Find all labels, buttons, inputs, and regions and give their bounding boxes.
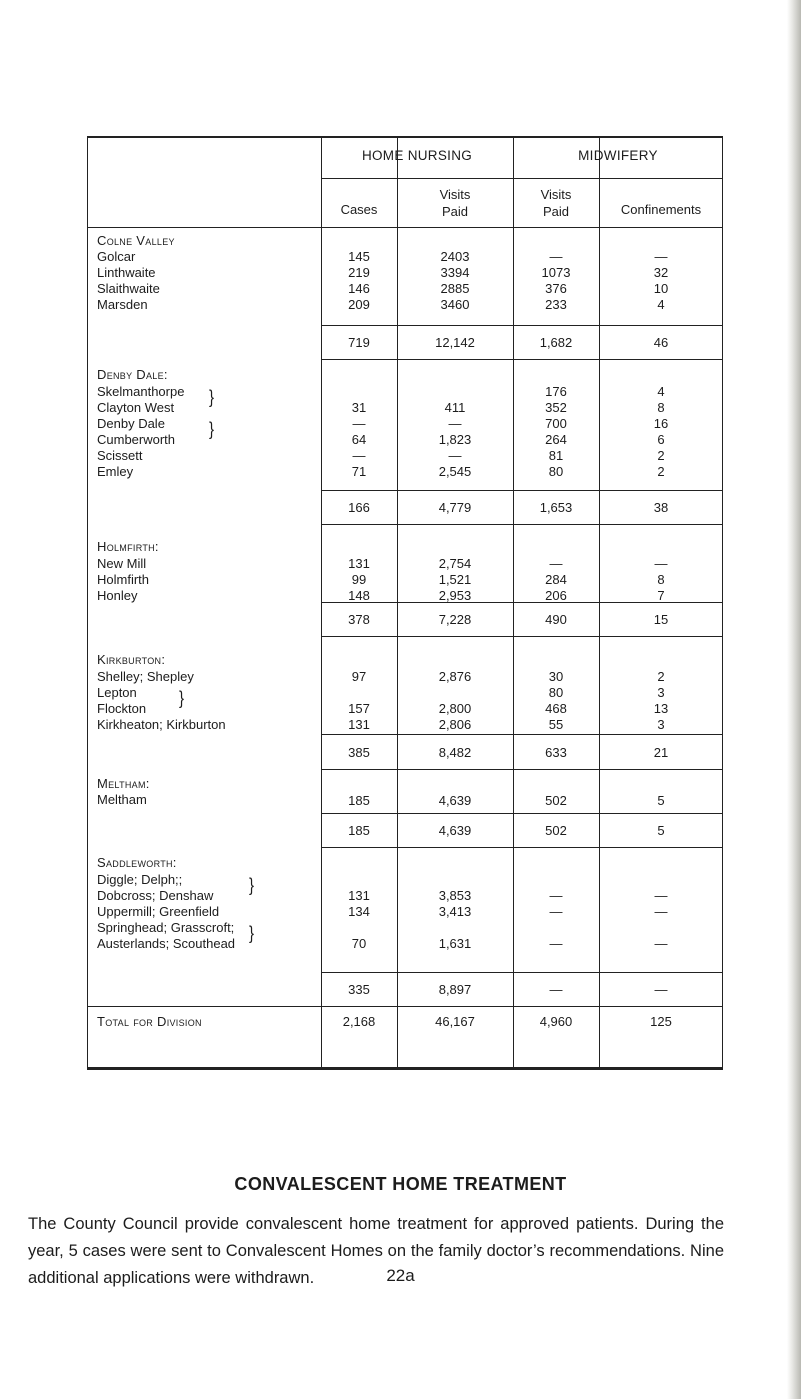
mw-visits-cell: 1073 — [541, 265, 571, 280]
cases-cell: 71 — [351, 464, 367, 479]
header-rule — [87, 227, 723, 228]
visits-cell: 3394 — [440, 265, 470, 280]
division-total-mw-visits: 4,960 — [539, 1014, 573, 1029]
mw-visits-cell: — — [549, 936, 563, 951]
confinements-cell: 4 — [657, 297, 665, 312]
confinements-cell: — — [654, 249, 668, 264]
row-label: Flockton — [97, 701, 147, 716]
row-label: Slaithwaite — [97, 281, 160, 296]
subtotal-mw-visits: 1,682 — [539, 335, 573, 350]
row-label: Scissett — [97, 448, 143, 463]
confinements-cell: 6 — [657, 432, 665, 447]
subtotal-confinements: 38 — [653, 500, 669, 515]
mw-visits-cell: 264 — [545, 432, 567, 447]
subtotal-mw-visits: 1,653 — [539, 500, 573, 515]
subtotal-visits: 7,228 — [438, 612, 472, 627]
confinements-cell: 2 — [657, 669, 665, 684]
subtotal-cases: 378 — [348, 612, 370, 627]
row-label: Uppermill; Greenfield — [97, 904, 220, 919]
visits-cell: 4,639 — [438, 793, 472, 808]
cases-cell: 131 — [348, 888, 370, 903]
mw-visits-cell: 502 — [545, 793, 567, 808]
mw-visits-cell: 468 — [545, 701, 567, 716]
subtotal-visits: 8,897 — [438, 982, 472, 997]
row-label: Shelley; Shepley — [97, 669, 194, 684]
cases-header: Cases — [340, 202, 378, 217]
cases-cell: 31 — [351, 400, 367, 415]
section-title: Colne Valley — [97, 233, 175, 248]
confinements-header: Confinements — [620, 202, 702, 217]
brace-glyph: } — [179, 687, 185, 710]
cases-cell: 99 — [351, 572, 367, 587]
confinements-cell: — — [654, 888, 668, 903]
visits-cell: 1,521 — [438, 572, 472, 587]
row-label: Marsden — [97, 297, 148, 312]
confinements-cell: 16 — [653, 416, 669, 431]
visits-cell: 2885 — [440, 281, 470, 296]
cases-cell: 131 — [348, 717, 370, 732]
subtotal-cases: 335 — [348, 982, 370, 997]
subtotal-confinements: — — [654, 982, 668, 997]
division-total-cases: 2,168 — [342, 1014, 376, 1029]
mw-visits-cell: 30 — [548, 669, 564, 684]
subtotal-visits: 4,779 — [438, 500, 472, 515]
subtotal-rule — [321, 813, 723, 814]
section-title: Holmfirth: — [97, 539, 159, 554]
home-nursing-header: HOME NURSING — [361, 148, 473, 163]
brace-glyph: } — [249, 922, 255, 945]
confinements-cell: 2 — [657, 448, 665, 463]
subtotal-confinements: 15 — [653, 612, 669, 627]
visits-cell: 2,953 — [438, 588, 472, 603]
subtotal-confinements: 21 — [653, 745, 669, 760]
subtotal-rule — [321, 1006, 723, 1007]
row-label: Golcar — [97, 249, 136, 264]
confinements-cell: — — [654, 936, 668, 951]
brace-glyph: } — [249, 874, 255, 897]
mw-visits-cell: 284 — [545, 572, 567, 587]
visits-cell: 2,806 — [438, 717, 472, 732]
cases-cell: — — [352, 416, 366, 431]
row-label: Lepton — [97, 685, 137, 700]
subtotal-rule — [321, 847, 723, 848]
midwifery-header: MIDWIFERY — [578, 148, 658, 163]
subtotal-cases: 385 — [348, 745, 370, 760]
row-label: Denby Dale — [97, 416, 165, 431]
cases-cell: 157 — [348, 701, 370, 716]
subtotal-rule — [321, 359, 723, 360]
table-left-border — [87, 136, 88, 1070]
visits-cell: — — [448, 416, 462, 431]
mw-visits-cell: 55 — [548, 717, 564, 732]
cases-cell: 185 — [348, 793, 370, 808]
subtotal-visits: 4,639 — [438, 823, 472, 838]
table-bottom-rule — [87, 1067, 723, 1070]
row-label: Springhead; Grasscroft; — [97, 920, 235, 935]
cases-cell: 219 — [348, 265, 370, 280]
visits-cell: 1,631 — [438, 936, 472, 951]
subtotal-rule — [321, 734, 723, 735]
row-label: Holmfirth — [97, 572, 150, 587]
mw-visits-cell: 206 — [545, 588, 567, 603]
cases-cell: 64 — [351, 432, 367, 447]
visits-cell: 3,413 — [438, 904, 472, 919]
row-label: Emley — [97, 464, 134, 479]
mw-visits-cell: — — [549, 249, 563, 264]
visits-cell: 2,800 — [438, 701, 472, 716]
mw-visits-cell: 80 — [548, 685, 564, 700]
cases-cell: 70 — [351, 936, 367, 951]
subtotal-visits: 12,142 — [435, 335, 475, 350]
row-label: Honley — [97, 588, 138, 603]
mw-visits-cell: 233 — [545, 297, 567, 312]
body-paragraph: The County Council provide convalescent home treatment for approved patients. During the year, 5 cases were sent to Convalescent Homes on the family doctor’s recommendations. Nine additional applications were withdrawn. — [28, 1215, 724, 1287]
cases-cell: 146 — [348, 281, 370, 296]
confinements-cell: 4 — [657, 384, 665, 399]
visits-cell: 3460 — [440, 297, 470, 312]
row-label: Diggle; Delph;; — [97, 872, 183, 887]
confinements-cell: 3 — [657, 685, 665, 700]
subtotal-cases: 166 — [348, 500, 370, 515]
row-label: Linthwaite — [97, 265, 156, 280]
subtotal-rule — [321, 325, 723, 326]
subtotal-rule — [321, 490, 723, 491]
total-rule — [87, 1006, 321, 1007]
mw-visits-cell: 80 — [548, 464, 564, 479]
header-rule — [321, 178, 723, 179]
visits-cell: 1,823 — [438, 432, 472, 447]
hn-visits-header-line1: Visits — [439, 187, 471, 202]
row-label: Skelmanthorpe — [97, 384, 185, 399]
section-title: Denby Dale: — [97, 367, 168, 382]
visits-cell: 2,545 — [438, 464, 472, 479]
subtotal-confinements: 46 — [653, 335, 669, 350]
visits-cell: 2,754 — [438, 556, 472, 571]
row-label: Clayton West — [97, 400, 175, 415]
brace-glyph: } — [209, 418, 215, 441]
cases-cell: 131 — [348, 556, 370, 571]
mw-visits-cell: 352 — [545, 400, 567, 415]
mw-visits-cell: 81 — [548, 448, 564, 463]
subtotal-rule — [321, 972, 723, 973]
subtotal-cases: 185 — [348, 823, 370, 838]
division-total-visits: 46,167 — [435, 1014, 475, 1029]
visits-cell: 3,853 — [438, 888, 472, 903]
row-label: Austerlands; Scouthead — [97, 936, 236, 951]
division-total-label: Total for Division — [97, 1014, 202, 1029]
visits-cell: — — [448, 448, 462, 463]
mw-visits-cell: — — [549, 904, 563, 919]
table-top-rule — [87, 136, 723, 138]
confinements-cell: 13 — [653, 701, 669, 716]
cases-cell: 134 — [348, 904, 370, 919]
section-title: Meltham: — [97, 776, 150, 791]
home-nursing-midwifery-table — [87, 136, 723, 1070]
subtotal-confinements: 5 — [657, 823, 665, 838]
row-label: Kirkheaton; Kirkburton — [97, 717, 226, 732]
subtotal-rule — [321, 636, 723, 637]
confinements-cell: 2 — [657, 464, 665, 479]
confinements-cell: 3 — [657, 717, 665, 732]
cases-cell: 145 — [348, 249, 370, 264]
hn-visits-header-line2: Paid — [441, 204, 469, 219]
page-number: 22a — [386, 1266, 415, 1285]
confinements-cell: 5 — [657, 793, 665, 808]
division-total-confinements: 125 — [650, 1014, 672, 1029]
section-title: Saddleworth: — [97, 855, 177, 870]
section-heading: CONVALESCENT HOME TREATMENT — [234, 1174, 567, 1194]
visits-cell: 2403 — [440, 249, 470, 264]
mw-visits-cell: 700 — [545, 416, 567, 431]
section-title: Kirkburton: — [97, 652, 166, 667]
confinements-cell: 10 — [653, 281, 669, 296]
cases-cell: 148 — [348, 588, 370, 603]
mw-visits-header-line2: Paid — [542, 204, 570, 219]
confinements-cell: 8 — [657, 572, 665, 587]
subtotal-mw-visits: — — [549, 982, 563, 997]
row-label: Meltham — [97, 792, 147, 807]
cases-cell: 209 — [348, 297, 370, 312]
brace-glyph: } — [209, 386, 215, 409]
confinements-cell: — — [654, 556, 668, 571]
cases-cell: 97 — [351, 669, 367, 684]
mw-visits-cell: 376 — [545, 281, 567, 296]
subtotal-rule — [321, 524, 723, 525]
cases-cell: — — [352, 448, 366, 463]
subtotal-rule — [321, 769, 723, 770]
subtotal-mw-visits: 633 — [545, 745, 567, 760]
subtotal-visits: 8,482 — [438, 745, 472, 760]
row-label: Dobcross; Denshaw — [97, 888, 214, 903]
row-label: New Mill — [97, 556, 147, 571]
subtotal-cases: 719 — [348, 335, 370, 350]
confinements-cell: 32 — [653, 265, 669, 280]
visits-cell: 411 — [444, 400, 466, 415]
confinements-cell: 8 — [657, 400, 665, 415]
subtotal-mw-visits: 502 — [545, 823, 567, 838]
confinements-cell: — — [654, 904, 668, 919]
subtotal-mw-visits: 490 — [545, 612, 567, 627]
confinements-cell: 7 — [657, 588, 665, 603]
mw-visits-cell: 176 — [545, 384, 567, 399]
mw-visits-cell: — — [549, 556, 563, 571]
mw-visits-header-line1: Visits — [540, 187, 572, 202]
visits-cell: 2,876 — [438, 669, 472, 684]
mw-visits-cell: — — [549, 888, 563, 903]
row-label: Cumberworth — [97, 432, 176, 447]
